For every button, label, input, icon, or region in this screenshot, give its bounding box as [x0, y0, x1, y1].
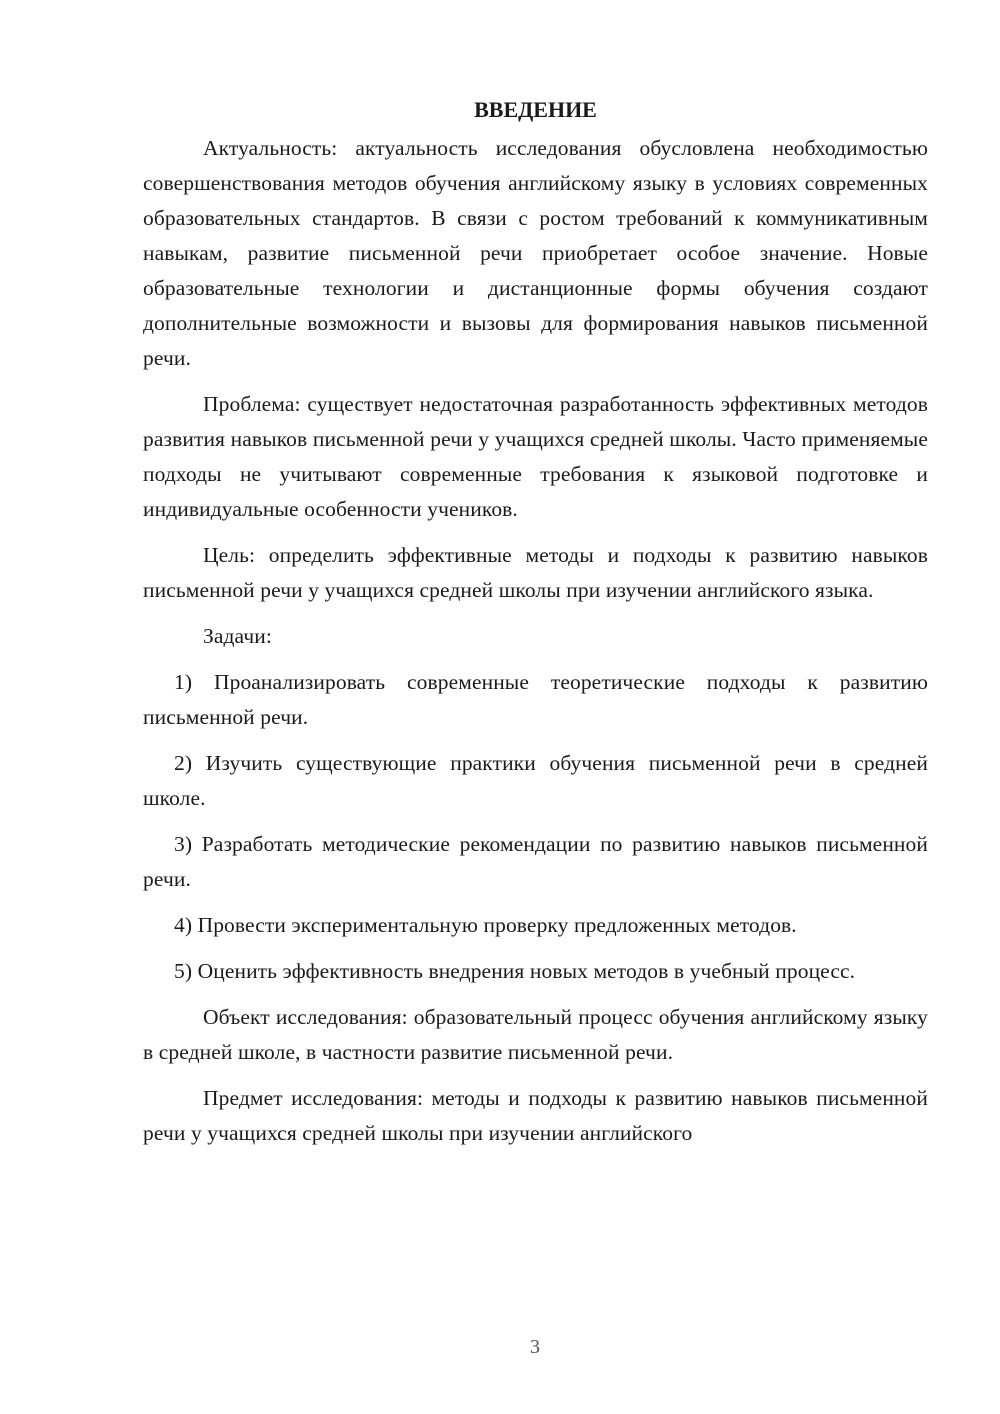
document-page [143, 92, 928, 1162]
tasks-heading: Задачи: [203, 624, 272, 648]
task-item-5: 5) Оценить эффективность внедрения новых методов в учебный процесс. [174, 959, 856, 983]
task-item-2: 2) Изучить существующие практики обучения письменной речи в средней школе. [143, 751, 928, 810]
page-number: 3 [530, 1336, 540, 1358]
goal-paragraph: Цель: определить эффективные методы и подходы к развитию навыков письменной речи у учащихся средней школы при изучении английского языка. [143, 543, 928, 602]
subject-paragraph: Предмет исследования: методы и подходы к развитию навыков письменной речи у учащихся средней школы при изучении английского [143, 1086, 928, 1145]
task-item-4: 4) Провести экспериментальную проверку предложенных методов. [174, 913, 797, 937]
relevance-paragraph: Актуальность: актуальность исследования обусловлена необходимостью совершенствования методов обучения английскому языку в условиях современных образовательных стандартов. В связи с ростом требований к коммуникативным навыкам, развитие письменной речи приобретает особое значение. Новые образовательные технологии и дистанционные формы обучения создают дополнительные возможности и вызовы для формирования навыков письменной речи. [143, 136, 928, 370]
task-item-1: 1) Проанализировать современные теоретические подходы к развитию письменной речи. [143, 670, 928, 729]
task-item-3: 3) Разработать методические рекомендации по развитию навыков письменной речи. [143, 832, 928, 891]
section-title: ВВЕДЕНИЕ [474, 97, 597, 122]
problem-paragraph: Проблема: существует недостаточная разработанность эффективных методов развития навыков письменной речи у учащихся средней школы. Часто применяемые подходы не учитывают современные требования к языковой подготовке и индивидуальные особенности учеников. [143, 392, 928, 521]
object-paragraph: Объект исследования: образовательный процесс обучения английскому языку в средней школе, в частности развитие письменной речи. [143, 1005, 928, 1064]
